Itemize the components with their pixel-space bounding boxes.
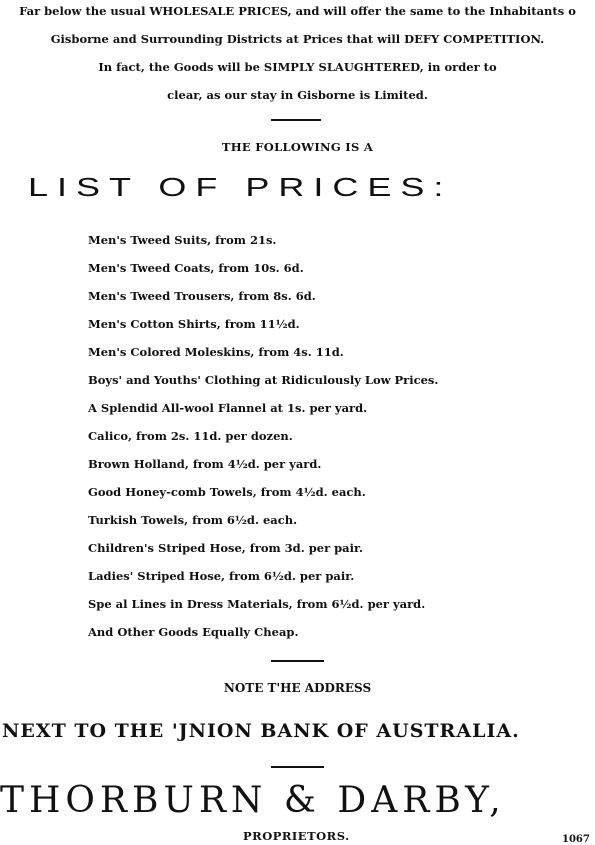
price-item: Boys' and Youths' Clothing at Ridiculously Low Prices. <box>88 373 439 387</box>
price-item: Brown Holland, from 4½d. per yard. <box>88 457 322 471</box>
proprietors-label: PROPRIETORS. <box>243 829 350 843</box>
price-item: Men's Cotton Shirts, from 11½d. <box>88 317 300 331</box>
price-item: Ladies' Striped Hose, from 6½d. per pair. <box>88 569 355 583</box>
intro-line-1: Far below the usual WHOLESALE PRICES, and will offer the same to the Inhabitants o <box>19 4 576 18</box>
price-item: Calico, from 2s. 11d. per dozen. <box>88 429 293 443</box>
price-item: Men's Tweed Trousers, from 8s. 6d. <box>88 289 316 303</box>
price-item: Good Honey-comb Towels, from 4½d. each. <box>88 485 366 499</box>
following-heading: THE FOLLOWING IS A <box>221 140 374 154</box>
price-item: Men's Tweed Suits, from 21s. <box>88 233 277 247</box>
price-item: Spe al Lines in Dress Materials, from 6½d. per yard. <box>88 597 426 611</box>
divider-rule-3 <box>271 766 324 768</box>
divider-rule-1 <box>271 119 321 121</box>
price-item: Men's Tweed Coats, from 10s. 6d. <box>88 261 304 275</box>
price-item: Men's Colored Moleskins, from 4s. 11d. <box>88 345 344 359</box>
price-item: Children's Striped Hose, from 3d. per pair. <box>88 541 363 555</box>
intro-line-4: clear, as our stay in Gisborne is Limited. <box>167 88 428 102</box>
intro-line-3: In fact, the Goods will be SIMPLY SLAUGHTERED, in order to <box>98 60 497 74</box>
list-of-prices-title: LIST OF PRICES: <box>28 172 453 202</box>
ad-reference-number: 1067 <box>562 834 590 845</box>
divider-rule-2 <box>271 660 324 662</box>
firm-name: THORBURN & DARBY, <box>0 780 506 821</box>
price-item: A Splendid All-wool Flannel at 1s. per yard. <box>88 401 368 415</box>
price-item: Turkish Towels, from 6½d. each. <box>88 513 298 527</box>
bank-address-line: NEXT TO THE 'JNION BANK OF AUSTRALIA. <box>2 720 520 742</box>
price-item: And Other Goods Equally Cheap. <box>88 625 299 639</box>
intro-line-2: Gisborne and Surrounding Districts at Prices that will DEFY COMPETITION. <box>50 32 545 46</box>
address-note: NOTE T'HE ADDRESS <box>223 681 372 695</box>
